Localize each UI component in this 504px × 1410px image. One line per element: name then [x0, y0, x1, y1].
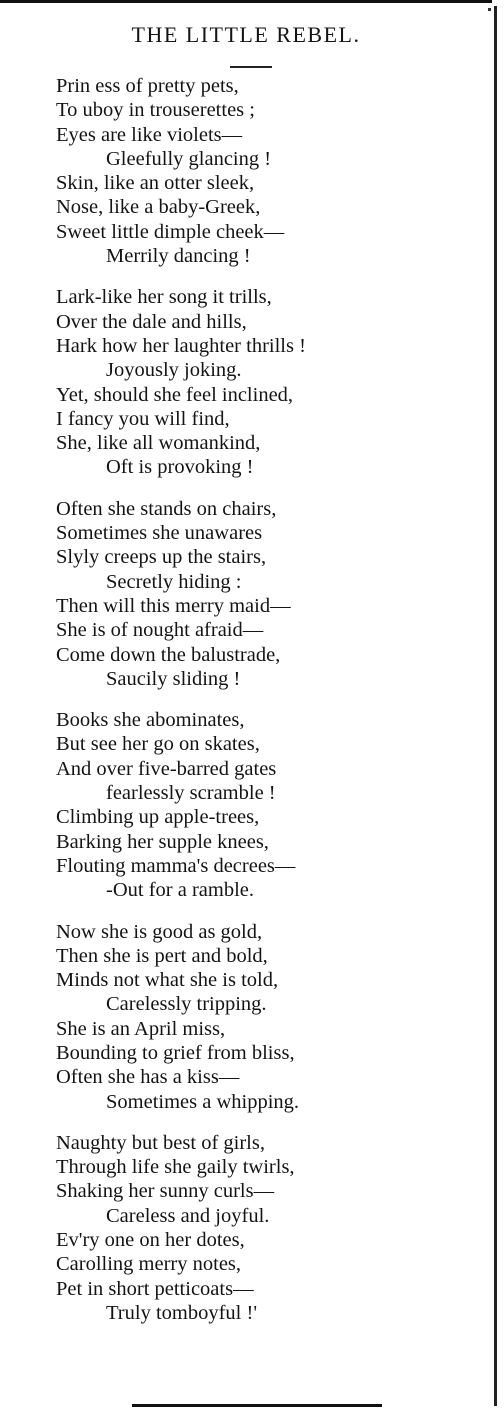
poem-line: Pet in short petticoats— — [56, 1277, 254, 1300]
poem-line: And over five-barred gates — [56, 757, 277, 780]
poem-line: Books she abominates, — [56, 709, 245, 732]
poem-line: She, like all womankind, — [56, 432, 261, 455]
poem-refrain-line: Careless and joyful. — [106, 1204, 270, 1227]
poem-refrain-line: Merrily dancing ! — [106, 245, 251, 268]
poem-refrain-line: fearlessly scramble ! — [106, 782, 276, 805]
poem-line: Over the dale and hills, — [56, 310, 247, 333]
poem-line: Now she is good as gold, — [56, 920, 263, 943]
poem-body — [56, 74, 486, 1342]
poem-line: Yet, should she feel inclined, — [56, 383, 294, 406]
poem-line: Sometimes she unawares — [56, 522, 263, 545]
stanza-6 — [56, 1131, 486, 1325]
bottom-rule — [132, 1404, 382, 1407]
poem-line: Often she has a kiss— — [56, 1066, 240, 1089]
poem-line: She is of nought afraid— — [56, 619, 264, 642]
poem-line: But see her go on skates, — [56, 733, 260, 756]
poem-line: Then will this merry maid— — [56, 594, 291, 617]
poem-line: Flouting mamma's decrees— — [56, 854, 296, 877]
poem-line: Carolling merry notes, — [56, 1253, 242, 1276]
stanza-5 — [56, 920, 486, 1114]
poem-refrain-line: Oft is provoking ! — [106, 456, 254, 479]
poem-line: To uboy in trouserettes ; — [56, 99, 255, 122]
poem-line: Barking her supple knees, — [56, 830, 269, 853]
stanza-3 — [56, 497, 486, 691]
poem-line: Lark-like her song it trills, — [56, 286, 272, 309]
stanza-1 — [56, 74, 486, 268]
poem-line: Nose, like a baby-Greek, — [56, 196, 261, 219]
poem-refrain-line: Joyously joking. — [106, 359, 242, 382]
stanza-4 — [56, 708, 486, 902]
poem-refrain-line: Sometimes a whipping. — [106, 1090, 300, 1113]
poem-line: She is an April miss, — [56, 1017, 226, 1040]
poem-line: Ev'ry one on her dotes, — [56, 1229, 245, 1252]
poem-line: Eyes are like violets— — [56, 123, 243, 146]
poem-line: Come down the balustrade, — [56, 643, 281, 666]
poem-refrain-line: Carelessly tripping. — [106, 993, 267, 1016]
poem-refrain-line: Truly tomboyful !' — [106, 1301, 258, 1324]
poem-line: Minds not what she is told, — [56, 969, 279, 992]
poem-refrain-line: Saucily sliding ! — [106, 667, 241, 690]
poem-line: Shaking her sunny curls— — [56, 1180, 275, 1203]
poem-line: Sweet little dimple cheek— — [56, 220, 285, 243]
column-rule — [494, 6, 497, 1406]
poem-line: I fancy you will find, — [56, 407, 230, 430]
poem-line: Prin ess of pretty pets, — [56, 75, 239, 97]
poem-line: Naughty but best of girls, — [56, 1131, 265, 1154]
poem-line: Hark how her laughter thrills ! — [56, 334, 306, 357]
poem-line: Often she stands on chairs, — [56, 497, 277, 520]
poem-refrain-line: Gleefully glancing ! — [106, 147, 272, 170]
poem-title: THE LITTLE REBEL. — [131, 22, 361, 47]
poem-line: Bounding to grief from bliss, — [56, 1041, 295, 1064]
poem-line: Skin, like an otter sleek, — [56, 172, 255, 195]
poem-line: Then she is pert and bold, — [56, 944, 268, 967]
edge-dot — [488, 8, 491, 11]
poem-refrain-line: Secretly hiding : — [106, 570, 242, 593]
poem-line: Through life she gaily twirls, — [56, 1156, 295, 1179]
poem-line: Slyly creeps up the stairs, — [56, 546, 267, 569]
poem-line: Climbing up apple-trees, — [56, 806, 260, 829]
top-rule — [0, 0, 492, 3]
title-rule — [230, 66, 272, 68]
stanza-2 — [56, 285, 486, 479]
poem-refrain-line: -Out for a ramble. — [106, 879, 254, 902]
